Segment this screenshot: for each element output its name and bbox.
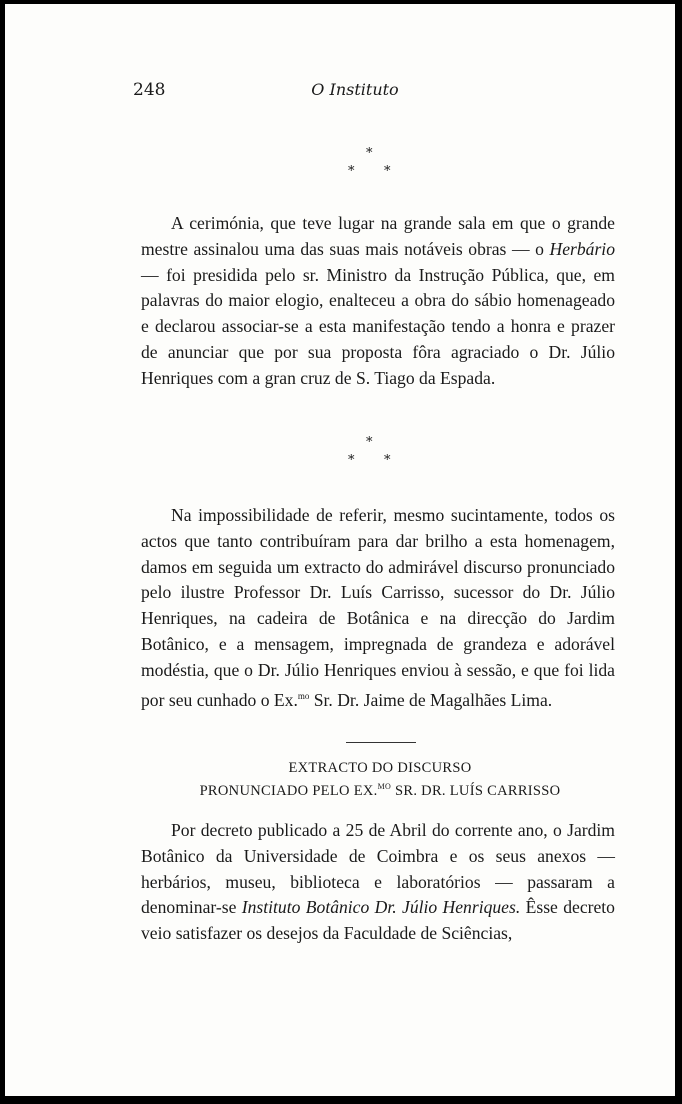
paragraph-text: Por decreto publicado a 25 de Abril do corrente ano, o Jardim Botânico da Universidade de Coimbra e os seus anexos — herbários, museu, biblioteca e laboratórios — passaram a denominar-se <box>141 820 615 918</box>
asterism-separator-1 <box>342 147 402 183</box>
superscript: MO <box>377 782 392 791</box>
asterisk-glyph: * <box>384 453 391 468</box>
running-title: O Instituto <box>311 80 399 99</box>
paragraph-text: — foi presidida pelo sr. Ministro da Instrução Pública, que, em palavras do maior elogio, enalteceu a obra do sábio homenageado e declarou associar-se a esta manifestação tendo a honra e prazer de anunciar que por sua proposta fôra agraciado o Dr. Júlio Henriques com a gran cruz de S. Tiago da Espada. <box>141 264 615 388</box>
italic-title: Instituto Botânico Dr. Júlio Henriques. <box>241 897 521 918</box>
paragraph-speech <box>141 818 615 947</box>
asterisk-glyph: * <box>366 146 373 161</box>
asterisk-glyph: * <box>384 164 391 179</box>
paragraph-homage <box>141 503 615 713</box>
paragraph-text: Êsse decreto veio satisfazer os desejos da Faculdade de Sciências, <box>141 897 615 944</box>
paragraph-ceremony <box>141 211 615 392</box>
paragraph-text: A cerimónia, que teve lugar na grande sala em que o grande mestre assinalou uma das suas mais notáveis obras — o <box>141 213 615 259</box>
paragraph-text: Sr. Dr. Jaime de Magalhães Lima. <box>309 689 553 710</box>
page-header <box>5 80 675 104</box>
book-page <box>5 4 675 1096</box>
page-number: 248 <box>133 80 166 100</box>
heading-text: PRONUNCIADO PELO EX. <box>199 782 378 799</box>
paragraph-text: Na impossibilidade de referir, mesmo sucintamente, todos os actos que tanto contribuíram para dar brilho a esta homenagem, damos em seguida um extracto do admirável discurso pronunciado pelo ilustre Professor Dr. Luís Carrisso, sucessor do Dr. Júlio Henriques, na cadeira de Botânica e na direcção do Jardim Botânico, e a mensagem, impregnada de grandeza e adorável modéstia, que o Dr. Júlio Henriques enviou à sessão, e que foi lida por seu cunhado o Ex. <box>141 505 615 710</box>
section-divider <box>346 742 416 743</box>
asterisk-glyph: * <box>348 453 355 468</box>
asterisk-glyph: * <box>366 435 373 450</box>
heading-text: SR. DR. LUÍS CARRISSO <box>391 782 561 799</box>
asterism-separator-2 <box>342 436 402 472</box>
extract-heading-line-1: EXTRACTO DO DISCURSO <box>288 760 472 776</box>
asterisk-glyph: * <box>348 164 355 179</box>
extract-heading-line-2 <box>5 782 675 800</box>
superscript: mo <box>297 690 310 701</box>
italic-title: Herbário <box>549 238 615 259</box>
